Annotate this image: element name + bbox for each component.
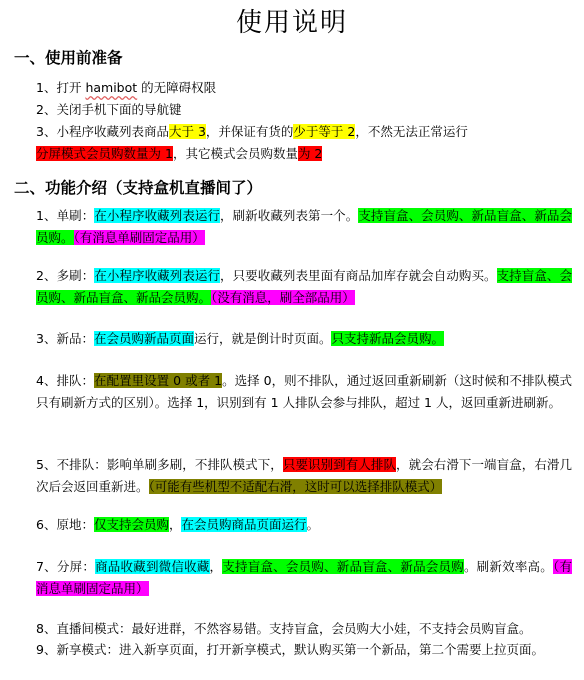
- feature-7-split-screen: [36, 556, 572, 600]
- feature-5-no-queue: [36, 454, 572, 498]
- feature-1-single-refresh: [36, 205, 572, 249]
- feature-2-text: ，只要收藏列表里面有商品加库存就会自动购买。: [220, 268, 497, 283]
- feature-7-comma: ，: [209, 559, 223, 574]
- feature-1-pink: （有消息单刷固定品用）: [73, 230, 205, 245]
- feature-7-pink: （有消息单刷固定品用）: [36, 559, 572, 596]
- prep-item-2: 2、关闭手机下面的导航键: [36, 102, 182, 117]
- feature-7-label: 7、分屏：: [36, 559, 96, 574]
- feature-2-pink: （没有消息，刷全部品用）: [211, 290, 355, 305]
- feature-6-green: 仅支持会员购: [93, 517, 169, 532]
- section-heading-preparation: 一、使用前准备: [14, 48, 123, 67]
- feature-7-text: 。刷新效率高。: [463, 559, 553, 574]
- feature-2-label: 2、多刷：: [36, 268, 95, 283]
- feature-5-label: 5、不排队：影响单刷多刷，不排队模式下，: [36, 457, 283, 472]
- feature-6-in-place: [36, 514, 572, 536]
- feature-6-comma: ，: [168, 517, 182, 532]
- app-name: hamibot: [85, 80, 138, 95]
- feature-3-new-item: [36, 328, 572, 350]
- feature-4-queue: [36, 370, 572, 414]
- feature-3-green: 只支持新品会员购。: [331, 331, 444, 346]
- feature-4-text: 。选择 0，则不排队，通过返回重新刷新（这时候和不排队模式只有刷新方式的区别）。选择 1，识别到有 1 人排队会参与排队，超过 1 人，返回重新进刷新。: [36, 373, 573, 410]
- prep-item-3: [36, 121, 572, 143]
- prep-item-3-highlight-2: 少于等于 2: [293, 124, 356, 139]
- feature-1-text: ，刷新收藏列表第一个。: [220, 208, 359, 223]
- prep-item-3-highlight-1: 大于 3: [168, 124, 206, 139]
- feature-6-cyan: 在会员购商品页面运行: [181, 517, 307, 532]
- feature-2-multi-refresh: [36, 265, 572, 309]
- feature-4-label: 4、排队：: [36, 373, 95, 388]
- prep-item-1-pre: 1、打开: [36, 80, 86, 95]
- prep-item-3-text-b: ，并保证有货的: [205, 124, 294, 139]
- page-title: 使用说明: [235, 8, 348, 38]
- feature-7-green: 支持盲盒、会员购、新品盲盒、新品会员购: [222, 559, 464, 574]
- feature-7-cyan: 商品收藏到微信收藏: [95, 559, 210, 574]
- feature-3-label: 3、新品：: [36, 331, 94, 346]
- feature-1-green: 支持盲盒、会员购、新品盲盒、新品会员购。: [36, 208, 572, 245]
- prep-item-1: [36, 77, 572, 99]
- feature-5-olive: （可能有些机型不适配右滑，这时可以选择排队模式）: [148, 479, 443, 494]
- prep-item-1-post: 的无障碍权限: [137, 80, 217, 95]
- prep-item-3-text-a: 3、小程序收藏列表商品: [36, 124, 169, 139]
- prep-item-4: [36, 143, 572, 165]
- prep-item-3-text-c: ，不然无法正常运行: [355, 124, 468, 139]
- feature-2-cyan: 在小程序收藏列表运行: [94, 268, 221, 283]
- feature-3-cyan: 在会员购新品页面: [93, 331, 194, 346]
- feature-5-red: 只要识别到有人排队: [282, 457, 397, 472]
- feature-6-label: 6、原地：: [36, 517, 94, 532]
- feature-1-label: 1、单刷：: [36, 208, 95, 223]
- feature-9-new-enjoy: 9、新享模式：进入新享页面，打开新享模式，默认购买第一个新品，第二个需要上拉页面。: [36, 642, 544, 657]
- feature-4-olive: 在配置里设置 0 或者 1: [94, 373, 223, 388]
- feature-6-end: 。: [306, 517, 320, 532]
- prep-item-4-highlight-2: 为 2: [297, 146, 323, 161]
- section-heading-features: 二、功能介绍（支持盒机直播间了）: [14, 178, 263, 197]
- prep-item-4-highlight-1: 分屏模式会员购数量为 1: [36, 146, 173, 161]
- feature-8-live-room: 8、直播间模式：最好进群，不然容易错。支持盲盒，会员购大小娃，不支持会员购盲盒。: [36, 621, 532, 636]
- feature-2-green: 支持盲盒、会员购、新品盲盒、新品会员购。: [36, 268, 572, 305]
- feature-1-cyan: 在小程序收藏列表运行: [94, 208, 221, 223]
- feature-5-text: ，就会右滑下一端盲盒，右滑几次后会返回重新进。: [36, 457, 572, 494]
- feature-3-text: 运行，就是倒计时页面。: [193, 331, 332, 346]
- prep-item-4-text: ，其它模式会员购数量: [172, 146, 298, 161]
